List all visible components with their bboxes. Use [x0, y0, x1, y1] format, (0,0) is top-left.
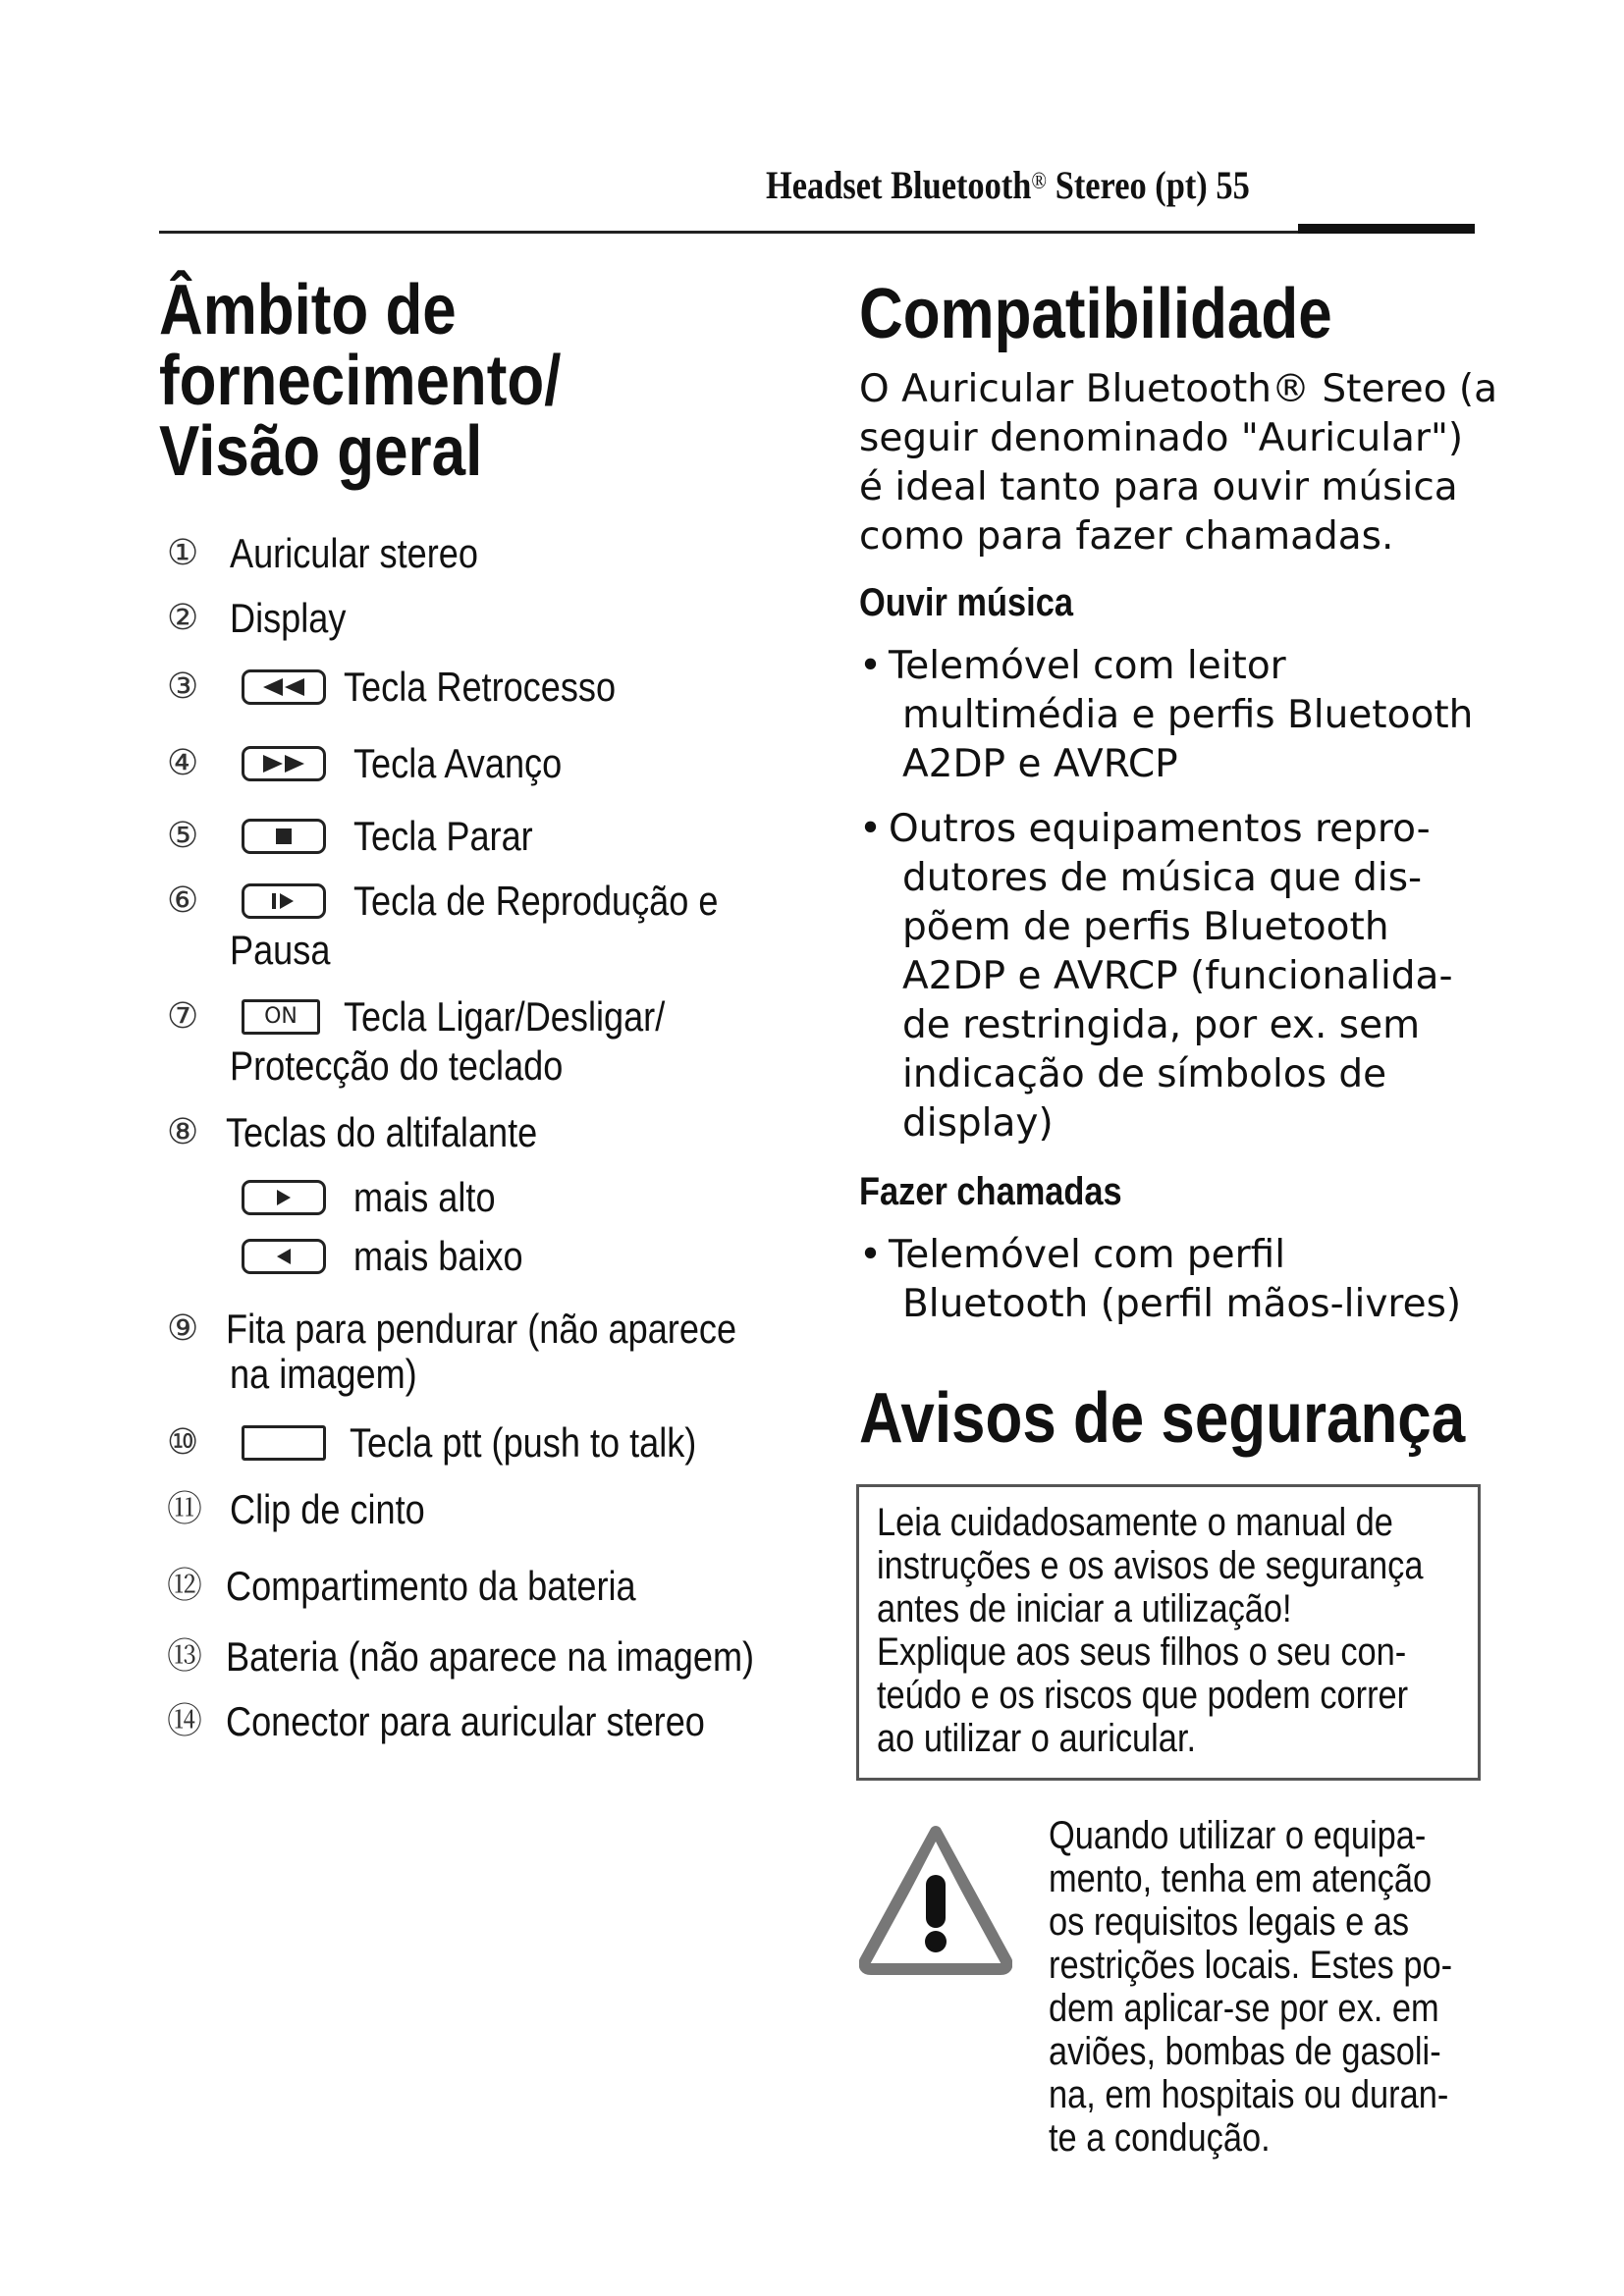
safety-line: Leia cuidadosamente o manual de: [877, 1501, 1393, 1544]
bullet-line: de restringida, por ex. sem: [902, 1003, 1421, 1047]
header-registered-mark: ®: [1031, 169, 1048, 194]
warning-line: dem aplicar-se por ex. em: [1049, 1987, 1439, 2030]
on-key-icon: ON: [242, 999, 320, 1035]
item-text-continued: Pausa: [230, 927, 331, 973]
safety-line: antes de iniciar a utilização!: [877, 1587, 1292, 1630]
item-text: Tecla Avanço: [353, 740, 563, 786]
intro-line: O Auricular Bluetooth® Stereo (a: [859, 367, 1497, 411]
bullet-line: A2DP e AVRCP (funcionalida-: [902, 954, 1453, 998]
warning-line: restrições locais. Estes po-: [1049, 1944, 1453, 1987]
running-header: [766, 162, 1250, 208]
item-text: Clip de cinto: [230, 1486, 425, 1532]
item-number: ⑭: [167, 1701, 203, 1741]
header-title-before: Headset Bluetooth: [766, 163, 1032, 207]
safety-line: ao utilizar o auricular.: [877, 1717, 1197, 1760]
left-title-line: fornecimento/: [159, 342, 562, 420]
bullet-line: Telemóvel com leitor: [889, 644, 1286, 688]
bullet-line: dutores de música que dis-: [902, 856, 1423, 900]
bullet-dot: •: [859, 644, 883, 688]
item-text: Tecla Ligar/Desligar/: [344, 993, 666, 1040]
item-text: Fita para pendurar (não aparece: [226, 1306, 737, 1352]
warning-line: na, em hospitais ou duran-: [1049, 2073, 1449, 2116]
safety-notice-box: [856, 1484, 1481, 1781]
bullet-line: Telemóvel com perfil: [889, 1233, 1286, 1277]
music-heading: Ouvir música: [859, 581, 1073, 624]
rewind-key-icon: [242, 669, 326, 705]
item-text: Bateria (não aparece na imagem): [226, 1633, 755, 1680]
safety-line: Explique aos seus filhos o seu con-: [877, 1630, 1407, 1674]
stop-key-icon: [242, 819, 326, 854]
warning-line: te a condução.: [1049, 2116, 1271, 2160]
play-pause-key-icon: [242, 883, 326, 919]
item-number: ③: [167, 667, 199, 707]
item-text: Conector para auricular stereo: [226, 1698, 705, 1744]
item-number: ①: [167, 533, 199, 573]
safety-line: teúdo e os riscos que podem correr: [877, 1674, 1409, 1717]
fast-forward-key-icon: [242, 746, 326, 781]
ptt-key-icon: [242, 1425, 326, 1461]
compatibility-title: Compatibilidade: [859, 275, 1332, 353]
warning-line: Quando utilizar o equipa-: [1049, 1814, 1427, 1857]
item-number: ⑫: [167, 1566, 203, 1606]
item-number: ②: [167, 598, 199, 638]
header-rule-tab: [1298, 224, 1475, 234]
intro-line: é ideal tanto para ouvir música: [859, 465, 1458, 509]
warning-line: mento, tenha em atenção: [1049, 1857, 1433, 1900]
item-text: Tecla Retrocesso: [344, 664, 617, 710]
item-text-continued: Protecção do teclado: [230, 1042, 564, 1089]
warning-triangle-icon: [859, 1824, 1012, 1977]
item-text: Tecla de Reprodução e: [353, 878, 719, 924]
intro-line: como para fazer chamadas.: [859, 514, 1394, 559]
bullet-line: multimédia e perfis Bluetooth: [902, 693, 1474, 737]
intro-line: seguir denominado "Auricular"): [859, 416, 1464, 460]
header-rule: [159, 231, 1475, 234]
bullet-dot: •: [859, 807, 883, 851]
left-title-line: Visão geral: [159, 412, 483, 491]
header-title-after: Stereo (pt) 55: [1047, 163, 1250, 207]
item-text: mais alto: [353, 1174, 496, 1220]
warning-line: os requisitos legais e as: [1049, 1900, 1410, 1944]
item-number: ⑩: [167, 1422, 199, 1463]
compatibility-intro: [859, 365, 1497, 561]
item-number: ⑪: [167, 1489, 203, 1529]
bullet-line: A2DP e AVRCP: [902, 742, 1178, 786]
item-number: ④: [167, 743, 199, 783]
bullet-dot: •: [859, 1233, 883, 1277]
item-text: Tecla Parar: [353, 813, 533, 859]
bullet-line: põem de perfis Bluetooth: [902, 905, 1389, 949]
item-number: ⑥: [167, 881, 199, 921]
bullet-line: Bluetooth (perfil mãos-livres): [902, 1282, 1462, 1326]
warning-text: [1049, 1814, 1452, 2160]
item-number: ⑤: [167, 816, 199, 856]
item-number: ⑦: [167, 996, 199, 1037]
warning-line: aviões, bombas de gasoli-: [1049, 2030, 1441, 2073]
bullet-text: [889, 1231, 1461, 1329]
item-text: Display: [230, 595, 347, 641]
bullet-text: [889, 805, 1453, 1148]
bullet-line: indicação de símbolos de: [902, 1052, 1387, 1096]
safety-line: instruções e os avisos de segurança: [877, 1544, 1424, 1587]
item-text: Auricular stereo: [230, 530, 478, 576]
item-text: Compartimento da bateria: [226, 1563, 636, 1609]
item-number: ⑧: [167, 1112, 199, 1152]
bullet-text: [889, 642, 1473, 789]
left-title-line: Âmbito de: [159, 271, 457, 349]
item-number: ⑬: [167, 1636, 203, 1677]
safety-notice-text: [877, 1501, 1423, 1760]
item-text: Tecla ptt (push to talk): [350, 1419, 697, 1466]
left-section-title: [159, 271, 562, 491]
volume-down-key-icon: [242, 1239, 326, 1274]
calls-heading: Fazer chamadas: [859, 1170, 1122, 1213]
safety-title: Avisos de segurança: [859, 1379, 1466, 1458]
bullet-line: display): [902, 1101, 1054, 1146]
bullet-line: Outros equipamentos repro-: [889, 807, 1431, 851]
volume-up-key-icon: [242, 1180, 326, 1215]
item-text: Teclas do altifalante: [226, 1109, 538, 1155]
item-text-continued: na imagem): [230, 1351, 417, 1397]
item-number: ⑨: [167, 1308, 199, 1349]
item-text: mais baixo: [353, 1233, 523, 1279]
